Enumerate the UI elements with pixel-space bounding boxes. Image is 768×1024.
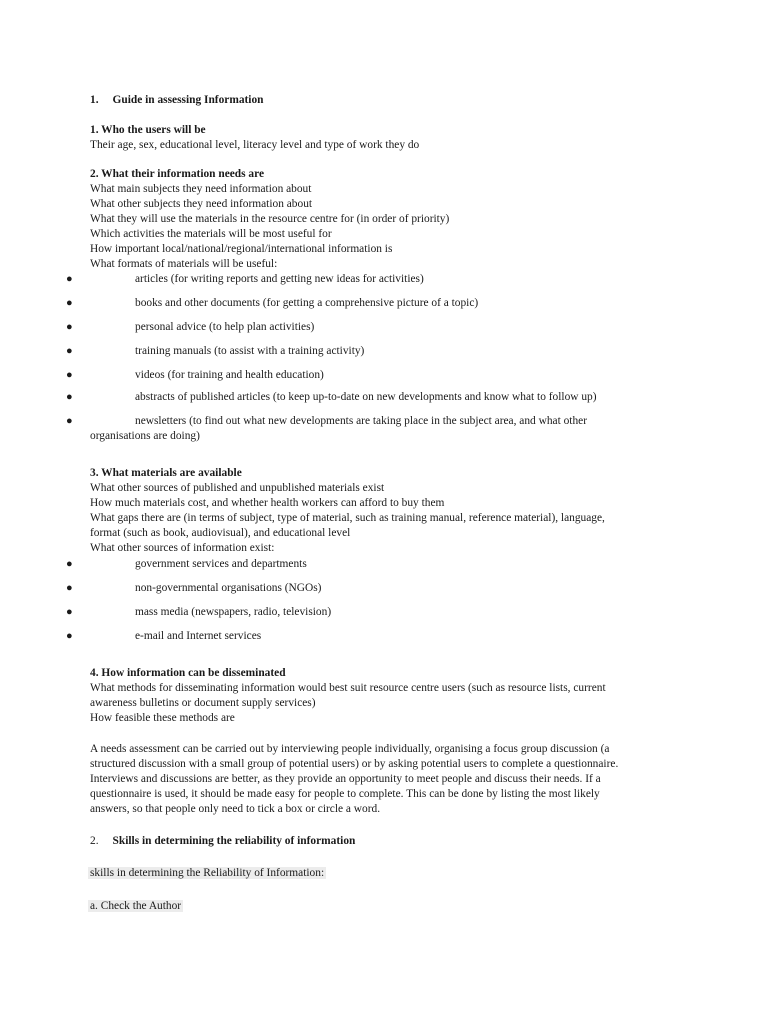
section-2-number: 2. xyxy=(90,835,99,847)
source-bullet-item: government services and departments xyxy=(135,558,307,570)
section-1-title: Guide in assessing Information xyxy=(112,94,264,106)
dissemination-line: What methods for disseminating information would best suit resource centre users (such as resource lists, current xyxy=(90,682,606,694)
materials-line: format (such as book, audiovisual), and educational level xyxy=(90,527,351,539)
bullet-icon: ● xyxy=(66,321,73,333)
users-text: Their age, sex, educational level, literacy level and type of work they do xyxy=(90,139,420,151)
source-bullet-item: mass media (newspapers, radio, television) xyxy=(135,606,332,618)
source-bullet-item: e-mail and Internet services xyxy=(135,630,262,642)
section-2-heading xyxy=(90,834,355,849)
bullet-icon: ● xyxy=(66,369,73,381)
section-2-title: Skills in determining the reliability of information xyxy=(112,835,356,847)
check-author-text: a. Check the Author xyxy=(90,900,182,912)
materials-heading: 3. What materials are available xyxy=(90,467,242,479)
bullet-icon: ● xyxy=(66,297,73,309)
format-bullet-continuation: organisations are doing) xyxy=(90,430,200,442)
format-bullet-item: abstracts of published articles (to keep up-to-date on new developments and know what to follow up) xyxy=(135,391,597,403)
section-1-number: 1. xyxy=(90,94,99,106)
materials-line: What other sources of information exist: xyxy=(90,542,275,554)
users-heading: 1. Who the users will be xyxy=(90,124,206,136)
dissemination-heading: 4. How information can be disseminated xyxy=(90,667,286,679)
needs-line: Which activities the materials will be most useful for xyxy=(90,228,332,240)
format-bullet-item: articles (for writing reports and getting new ideas for activities) xyxy=(135,273,424,285)
dissemination-line: How feasible these methods are xyxy=(90,712,235,724)
bullet-icon: ● xyxy=(66,558,73,570)
section-1-heading xyxy=(90,93,264,108)
paragraph-line: questionnaire is used, it should be made easy for people to complete. This can be done by listing the most likely xyxy=(90,788,600,800)
format-bullet-item: newsletters (to find out what new developments are taking place in the subject area, and what other xyxy=(135,415,587,427)
format-bullet-item: personal advice (to help plan activities) xyxy=(135,321,315,333)
check-author-item xyxy=(90,899,183,914)
bullet-icon: ● xyxy=(66,273,73,285)
paragraph-line: answers, so that people only need to tick a box or circle a word. xyxy=(90,803,381,815)
needs-line: What other subjects they need information about xyxy=(90,198,313,210)
paragraph-line: structured discussion with a small group of potential users) or by asking potential users to complete a questionnaire. xyxy=(90,758,619,770)
paragraph-line: A needs assessment can be carried out by interviewing people individually, organising a focus group discussion (a xyxy=(90,743,610,755)
materials-line: What gaps there are (in terms of subject, type of material, such as training manual, reference material), language, xyxy=(90,512,605,524)
bullet-icon: ● xyxy=(66,582,73,594)
format-bullet-item: books and other documents (for getting a comprehensive picture of a topic) xyxy=(135,297,479,309)
needs-line: How important local/national/regional/international information is xyxy=(90,243,393,255)
bullet-icon: ● xyxy=(66,630,73,642)
materials-line: How much materials cost, and whether health workers can afford to buy them xyxy=(90,497,445,509)
bullet-icon: ● xyxy=(66,606,73,618)
needs-line: What main subjects they need information about xyxy=(90,183,312,195)
format-bullet-item: training manuals (to assist with a training activity) xyxy=(135,345,365,357)
paragraph-line: Interviews and discussions are better, as they provide an opportunity to meet people and discuss their needs. If a xyxy=(90,773,601,785)
bullet-icon: ● xyxy=(66,345,73,357)
bullet-icon: ● xyxy=(66,391,73,403)
bullet-icon: ● xyxy=(66,415,73,427)
needs-line: What they will use the materials in the resource centre for (in order of priority) xyxy=(90,213,450,225)
materials-line: What other sources of published and unpublished materials exist xyxy=(90,482,385,494)
section-2-subtitle xyxy=(90,866,326,881)
section-2-subtitle-text: skills in determining the Reliability of Information: xyxy=(90,867,325,879)
needs-heading: 2. What their information needs are xyxy=(90,168,265,180)
needs-line: What formats of materials will be useful: xyxy=(90,258,278,270)
dissemination-line: awareness bulletins or document supply services) xyxy=(90,697,316,709)
source-bullet-item: non-governmental organisations (NGOs) xyxy=(135,582,322,594)
format-bullet-item: videos (for training and health education) xyxy=(135,369,324,381)
